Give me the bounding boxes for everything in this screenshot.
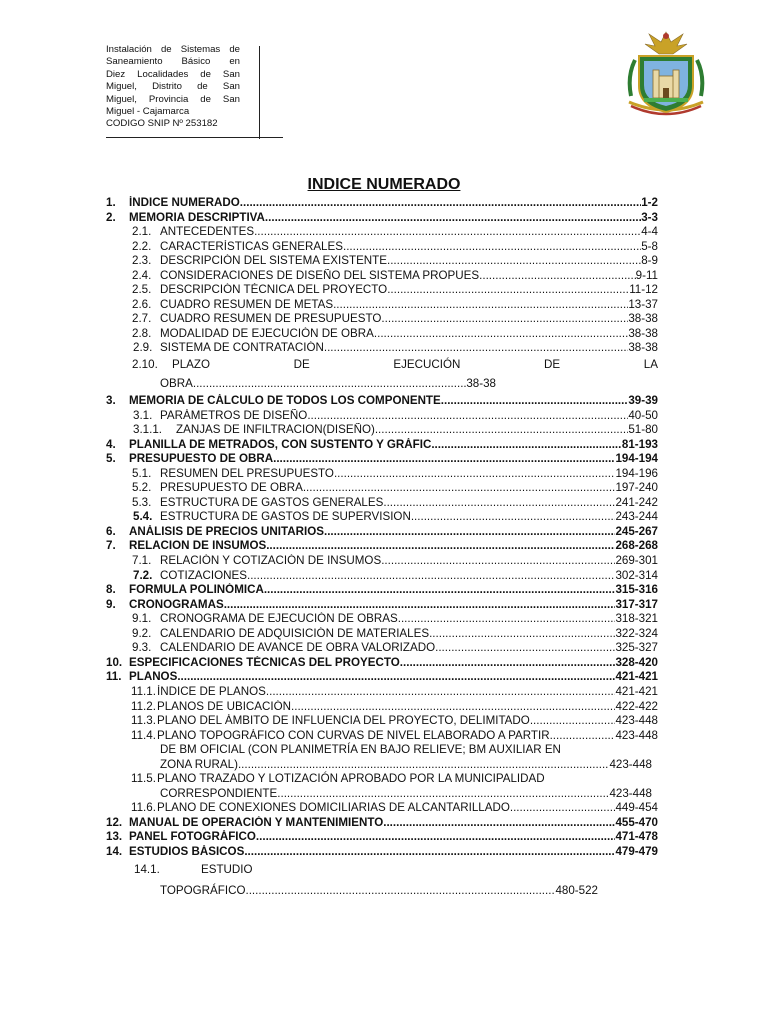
toc-entry-number: 2.9.	[133, 341, 153, 355]
toc-row	[106, 554, 658, 569]
toc-row	[106, 327, 658, 342]
toc-entry[interactable]	[160, 569, 658, 584]
toc-entry-number: 2.1.	[132, 225, 152, 239]
dot-leader	[256, 830, 616, 845]
toc-entry-number: 9.2.	[132, 626, 152, 640]
toc-row	[106, 423, 658, 438]
toc-row	[106, 845, 658, 860]
toc-row	[106, 496, 658, 511]
toc-entry-title: ESPECIFICACIONES TÉCNICAS DEL PROYECTO	[129, 655, 400, 669]
toc-row	[106, 641, 658, 656]
toc-entry-title: FORMULA POLINÓMICA	[129, 583, 264, 597]
toc-row	[106, 656, 658, 671]
dot-leader	[530, 714, 616, 729]
toc-entry[interactable]	[129, 830, 658, 845]
project-header	[106, 44, 240, 131]
toc-entry-number: 6.	[106, 524, 116, 538]
toc-row	[106, 714, 658, 729]
toc-page-range: 194-194	[615, 452, 658, 466]
toc-page-range: 38-38	[628, 326, 658, 340]
dot-leader	[177, 670, 615, 685]
toc-row	[106, 880, 658, 902]
toc-entry-title: PLANO DE CONEXIONES DOMICILIARIAS DE ALCANTARILLADO	[157, 801, 510, 815]
toc-page-range: 328-420	[615, 655, 658, 669]
toc-entry[interactable]	[129, 656, 658, 671]
toc-entry-title: PLANO TOPOGRÁFICO CON CURVAS DE NIVEL ELABORADO A PARTIR	[157, 728, 550, 742]
toc-entry-title: PRESUPUESTO DE OBRA	[160, 481, 303, 495]
toc-entry-title: DESCRIPCIÓN TÉCNICA DEL PROYECTO	[160, 283, 388, 297]
dot-leader	[374, 327, 628, 342]
toc-entry-number: 2.	[106, 210, 116, 224]
toc-entry-number: 5.	[106, 452, 116, 466]
toc-page-range: 40-50	[628, 408, 658, 422]
toc-entry[interactable]	[160, 254, 658, 269]
dot-leader	[291, 700, 615, 715]
toc-entry[interactable]	[160, 283, 658, 298]
toc-entry[interactable]	[160, 612, 658, 627]
toc-entry-title: DESCRIPCIÓN DEL SISTEMA EXISTENTE	[160, 254, 387, 268]
toc-row	[106, 700, 658, 715]
toc-entry-number: 7.	[106, 539, 116, 553]
toc-page-range: 315-316	[615, 583, 658, 597]
toc-entry-number: 1.	[106, 196, 116, 209]
dot-leader	[435, 641, 615, 656]
toc-row	[106, 787, 658, 802]
toc-entry-title: ANÁLISIS DE PRECIOS UNITARIOS	[129, 524, 324, 538]
toc-page-range: 194-196	[615, 466, 658, 480]
toc-entry-number: 9.1.	[132, 612, 152, 626]
toc-entry[interactable]	[160, 467, 658, 482]
dot-leader	[266, 685, 616, 700]
toc-entry-word: PLAZO	[172, 358, 211, 372]
toc-entry-title: MANUAL DE OPERACIÓN Y MANTENIMIENTO	[129, 815, 384, 829]
toc-entry[interactable]	[160, 481, 658, 496]
dot-leader	[383, 496, 615, 511]
toc-page-range: 269-301	[615, 554, 658, 568]
toc-entry-number: 11.2.	[131, 699, 156, 713]
toc-entry-title: ÍNDICE DE PLANOS	[157, 684, 266, 698]
toc-row	[106, 438, 658, 453]
dot-leader	[387, 254, 641, 269]
toc-entry[interactable]	[157, 685, 658, 700]
toc-entry-number: 2.2.	[132, 239, 152, 253]
toc-entry[interactable]	[157, 729, 658, 744]
toc-entry[interactable]	[129, 525, 658, 540]
toc-entry-number: 7.2.	[133, 568, 153, 582]
dot-leader	[383, 816, 615, 831]
dot-leader	[550, 729, 616, 744]
toc-entry-title: PRESUPUESTO DE OBRA	[129, 452, 274, 466]
toc-entry[interactable]	[160, 787, 652, 802]
toc-entry-title: PANEL FOTOGRÁFICO	[129, 830, 256, 844]
toc-entry[interactable]	[129, 816, 658, 831]
dot-leader	[411, 510, 616, 525]
toc-entry-title: RELACION DE INSUMOS	[129, 539, 267, 553]
toc-entry-title: ZANJAS DE INFILTRACION(DISEÑO)	[176, 423, 375, 437]
toc-row	[106, 312, 658, 327]
toc-row	[106, 283, 658, 298]
dot-leader	[244, 845, 615, 860]
toc-page-range: 318-321	[615, 612, 658, 626]
toc-page-range: 5-8	[641, 239, 658, 253]
toc-page-range: 197-240	[615, 481, 658, 495]
toc-row	[106, 670, 658, 685]
toc-entry-number: 2.5.	[132, 283, 152, 297]
dot-leader	[381, 312, 628, 327]
toc-entry-number: 3.1.1.	[133, 423, 163, 437]
toc-entry-number: 12.	[106, 815, 123, 829]
dot-leader	[479, 269, 636, 284]
toc-entry[interactable]	[129, 438, 658, 453]
toc-entry[interactable]	[160, 496, 658, 511]
toc-page-range: 38-38	[628, 341, 658, 355]
toc-page-range: 81-193	[621, 437, 658, 451]
dot-leader	[307, 409, 628, 424]
toc-entry-title: CUADRO RESUMEN DE PRESUPUESTO	[160, 312, 382, 326]
toc-row	[106, 758, 658, 773]
toc-entry-number: 5.3.	[132, 495, 152, 509]
toc-entry[interactable]	[160, 341, 658, 356]
toc-entry-title: ESTRUCTURA DE GASTOS GENERALES	[160, 495, 384, 509]
toc-entry-title: ESTUDIO	[201, 862, 253, 876]
toc-page-range: 449-454	[615, 801, 658, 815]
toc-entry-title: MEMORIA DE CÁLCULO DE TODOS LOS COMPONENTE	[129, 394, 441, 408]
toc-entry-number: 2.10.	[132, 358, 158, 372]
toc-page-range: 422-422	[615, 699, 658, 713]
toc-entry-continuation: DE BM OFICIAL (CON PLANIMETRÍA EN BAJO RELIEVE; BM AUXILIAR EN	[160, 743, 561, 757]
toc-entry-title: ESTRUCTURA DE GASTOS DE SUPERVISION	[160, 510, 411, 524]
toc-row	[106, 525, 658, 540]
toc-row	[106, 356, 658, 374]
dot-leader	[324, 525, 615, 540]
page-title: INDICE NUMERADO	[307, 176, 461, 193]
toc-entry-number: 2.4.	[132, 268, 152, 282]
toc-entry-number: 11.5.	[131, 772, 156, 786]
toc-row	[106, 394, 658, 409]
toc-page-range: 302-314	[615, 568, 658, 582]
toc-entry-title: CORRESPONDIENTE	[160, 786, 278, 800]
dot-leader	[381, 554, 615, 569]
toc-row	[106, 860, 658, 880]
header-line: Saneamiento Básico en	[106, 56, 240, 68]
toc-entry-word: DE	[544, 358, 561, 372]
toc-entry-title: ÍNDICE NUMERADO	[129, 196, 240, 209]
toc-row	[106, 240, 658, 255]
toc-entry[interactable]	[160, 327, 658, 342]
toc-entry[interactable]	[160, 880, 598, 902]
toc-row	[106, 481, 658, 496]
toc-entry-number: 5.4.	[133, 510, 153, 524]
toc-page-range: 13-37	[628, 297, 658, 311]
toc-entry-number: 13.	[106, 830, 123, 844]
toc-row	[106, 409, 658, 424]
toc-page-range: 9-11	[635, 268, 658, 282]
toc-row	[106, 467, 658, 482]
toc-entry-title: CONSIDERACIONES DE DISEÑO DEL SISTEMA PROPUES	[160, 268, 480, 282]
toc-entry-number: 11.4.	[131, 728, 156, 742]
toc-entry[interactable]	[176, 423, 658, 438]
dot-leader	[224, 598, 616, 613]
toc-page-range: 479-479	[615, 844, 658, 858]
coat-of-arms-logo	[625, 26, 707, 118]
toc-entry[interactable]	[129, 452, 658, 467]
dot-leader	[375, 423, 629, 438]
toc-entry[interactable]	[160, 409, 658, 424]
toc-row	[106, 196, 658, 211]
toc-row	[106, 612, 658, 627]
toc-entry-number: 2.6.	[132, 297, 152, 311]
toc-page-range: 317-317	[615, 597, 658, 611]
toc-entry[interactable]	[129, 211, 658, 226]
toc-entry-title: CALENDARIO DE ADQUISICIÓN DE MATERIALES	[160, 626, 430, 640]
toc-entry[interactable]	[157, 801, 658, 816]
toc-entry[interactable]	[160, 510, 658, 525]
toc-entry[interactable]	[160, 554, 658, 569]
toc-entry[interactable]	[129, 845, 658, 860]
toc-entry[interactable]	[160, 269, 658, 284]
toc-page-range: 423-448	[615, 728, 658, 742]
toc-page-range: 421-421	[615, 684, 658, 698]
dot-leader	[238, 758, 609, 773]
toc-page-range: 322-324	[615, 626, 658, 640]
toc-entry-number: 2.3.	[132, 254, 152, 268]
toc-row	[106, 772, 658, 787]
toc-entry-title: ESTUDIOS BÁSICOS	[129, 844, 245, 858]
toc-row	[106, 801, 658, 816]
toc-page-range: 39-39	[628, 394, 658, 408]
toc-page-range: 4-4	[641, 225, 658, 239]
dot-leader	[277, 787, 609, 802]
toc-entry-number: 5.2.	[132, 481, 152, 495]
header-line: Miguel, Distrito de San	[106, 81, 240, 93]
header-line: Instalación de Sistemas de	[106, 44, 240, 55]
toc-entry-word: LA	[643, 358, 658, 372]
dot-leader	[400, 656, 616, 671]
toc-entry-title: RESUMEN DEL PRESUPUESTO	[160, 466, 334, 480]
toc-entry-title: PARÁMETROS DE DISEÑO	[160, 408, 308, 422]
toc-row	[106, 341, 658, 356]
toc-entry[interactable]	[160, 225, 658, 240]
table-of-contents	[106, 196, 658, 902]
toc-row	[106, 583, 658, 598]
toc-entry-title: COTIZACIONES	[160, 568, 247, 582]
toc-entry[interactable]	[160, 240, 658, 255]
toc-entry-title: PLANO TRAZADO Y LOTIZACIÓN APROBADO POR LA MUNICIPALIDAD	[157, 772, 545, 786]
toc-entry-number: 2.7.	[132, 312, 152, 326]
dot-leader	[265, 211, 641, 226]
dot-leader	[398, 612, 616, 627]
toc-row	[106, 627, 658, 642]
dot-leader	[254, 225, 641, 240]
header-divider-vertical	[259, 46, 260, 139]
toc-entry-number: 4.	[106, 437, 116, 451]
toc-entry[interactable]	[129, 394, 658, 409]
toc-page-range: 3-3	[641, 210, 658, 224]
dot-leader	[510, 801, 616, 816]
toc-entry[interactable]	[129, 670, 658, 685]
toc-entry-title: PLANOS DE UBICACIÓN	[157, 699, 292, 713]
toc-row	[106, 743, 658, 758]
dot-leader	[193, 374, 466, 394]
dot-leader	[264, 583, 616, 598]
toc-page-range: 8-9	[641, 254, 658, 268]
header-line: Miguel, Provincia de San	[106, 93, 240, 105]
toc-entry-number: 5.1.	[132, 466, 152, 480]
dot-leader	[431, 438, 622, 453]
toc-page-range: 11-12	[629, 283, 658, 297]
toc-row	[106, 374, 658, 394]
snip-code: CODIGO SNIP Nº 253182	[106, 118, 218, 130]
toc-entry[interactable]	[157, 700, 658, 715]
toc-page-range: 1-2	[641, 196, 658, 209]
toc-entry-title: PLANOS	[129, 670, 178, 684]
header-line: Diez Localidades de San	[106, 68, 240, 80]
toc-page-range: 325-327	[615, 641, 658, 655]
toc-page-range: 38-38	[628, 312, 658, 326]
toc-entry-title: MODALIDAD DE EJECUCIÓN DE OBRA	[160, 326, 374, 340]
toc-page-range: 243-244	[615, 510, 658, 524]
toc-row	[106, 254, 658, 269]
dot-leader	[240, 196, 641, 211]
toc-page-range: 423-448	[609, 757, 652, 771]
toc-entry[interactable]	[160, 641, 658, 656]
toc-entry-title: MEMORIA DESCRIPTIVA	[129, 210, 265, 224]
toc-row	[106, 211, 658, 226]
toc-entry-number: 14.	[106, 844, 123, 858]
toc-entry-title: CALENDARIO DE AVANCE DE OBRA VALORIZADO	[160, 641, 436, 655]
toc-entry-title	[172, 356, 658, 374]
dot-leader	[441, 394, 629, 409]
toc-entry[interactable]	[160, 312, 658, 327]
toc-entry-number: 9.	[106, 597, 116, 611]
toc-row	[106, 830, 658, 845]
toc-row	[106, 539, 658, 554]
toc-row	[106, 598, 658, 613]
dot-leader	[387, 283, 629, 298]
header-line: Miguel - Cajamarca	[106, 106, 190, 118]
toc-entry[interactable]	[157, 714, 658, 729]
toc-entry-title: PLANILLA DE METRADOS, CON SUSTENTO Y GRÁFIC	[129, 437, 432, 451]
toc-entry-number: 9.3.	[132, 641, 152, 655]
toc-entry[interactable]	[160, 374, 496, 394]
dot-leader	[334, 467, 615, 482]
toc-entry-word: EJECUCIÓN	[393, 358, 461, 372]
toc-entry-number: 3.1.	[133, 408, 153, 422]
toc-entry-title: ZONA RURAL)	[160, 757, 238, 771]
toc-entry-number: 11.3.	[131, 714, 156, 728]
toc-row	[106, 729, 658, 744]
toc-entry[interactable]	[160, 627, 658, 642]
toc-entry-title: CRONOGRAMAS	[129, 597, 224, 611]
toc-entry-number: 10.	[106, 655, 123, 669]
toc-page-range: 245-267	[615, 524, 658, 538]
toc-row	[106, 569, 658, 584]
toc-entry-number: 3.	[106, 394, 116, 408]
toc-entry-title: CARACTERÍSTICAS GENERALES	[160, 239, 343, 253]
toc-row	[106, 816, 658, 831]
toc-page-range: 38-38	[466, 377, 496, 391]
toc-row	[106, 452, 658, 467]
toc-entry-title: ANTECEDENTES	[160, 225, 255, 239]
toc-entry-word: DE	[293, 358, 310, 372]
toc-row	[106, 269, 658, 284]
dot-leader	[343, 240, 641, 255]
toc-entry-title: RELACIÓN Y COTIZACIÓN DE INSUMOS	[160, 554, 382, 568]
dot-leader	[324, 341, 629, 356]
toc-entry-number: 11.	[106, 670, 122, 684]
toc-entry-title: PLANO DEL ÁMBITO DE INFLUENCIA DEL PROYECTO, DELIMITADO	[157, 714, 530, 728]
dot-leader	[245, 880, 555, 902]
dot-leader	[333, 298, 628, 313]
toc-entry-title: CUADRO RESUMEN DE METAS	[160, 297, 334, 311]
toc-entry-number: 2.8.	[132, 326, 152, 340]
toc-entry-title: CRONOGRAMA DE EJECUCIÓN DE OBRAS	[160, 612, 398, 626]
toc-entry[interactable]	[129, 583, 658, 598]
toc-page-range: 268-268	[615, 539, 658, 553]
dot-leader	[429, 627, 615, 642]
dot-leader	[303, 481, 616, 496]
toc-row	[106, 510, 658, 525]
toc-page-range: 480-522	[555, 883, 598, 897]
toc-entry[interactable]	[160, 298, 658, 313]
toc-entry-number: 7.1.	[132, 554, 152, 568]
toc-row	[106, 298, 658, 313]
toc-page-range: 51-80	[628, 423, 658, 437]
dot-leader	[247, 569, 615, 584]
toc-page-range: 241-242	[615, 495, 658, 509]
toc-entry[interactable]	[129, 196, 658, 211]
toc-page-range: 423-448	[609, 786, 652, 800]
header-divider-horizontal	[106, 137, 283, 138]
toc-entry-title: SISTEMA DE CONTRATACIÓN	[160, 341, 324, 355]
toc-entry-title: TOPOGRÁFICO	[160, 883, 246, 897]
toc-page-range: 471-478	[615, 830, 658, 844]
toc-entry-title: OBRA	[160, 377, 193, 391]
toc-row	[106, 225, 658, 240]
toc-page-range: 421-421	[615, 670, 658, 684]
toc-page-range: 455-470	[615, 815, 658, 829]
toc-page-range: 423-448	[615, 714, 658, 728]
toc-entry-number: 11.1.	[131, 684, 156, 698]
toc-entry[interactable]	[160, 758, 652, 773]
toc-entry-number: 11.6.	[131, 801, 156, 815]
toc-entry[interactable]	[129, 539, 658, 554]
toc-entry-number: 14.1.	[134, 862, 160, 876]
toc-entry-number: 8.	[106, 583, 116, 597]
dot-leader	[266, 539, 615, 554]
dot-leader	[273, 452, 615, 467]
toc-row	[106, 685, 658, 700]
toc-entry[interactable]	[129, 598, 658, 613]
